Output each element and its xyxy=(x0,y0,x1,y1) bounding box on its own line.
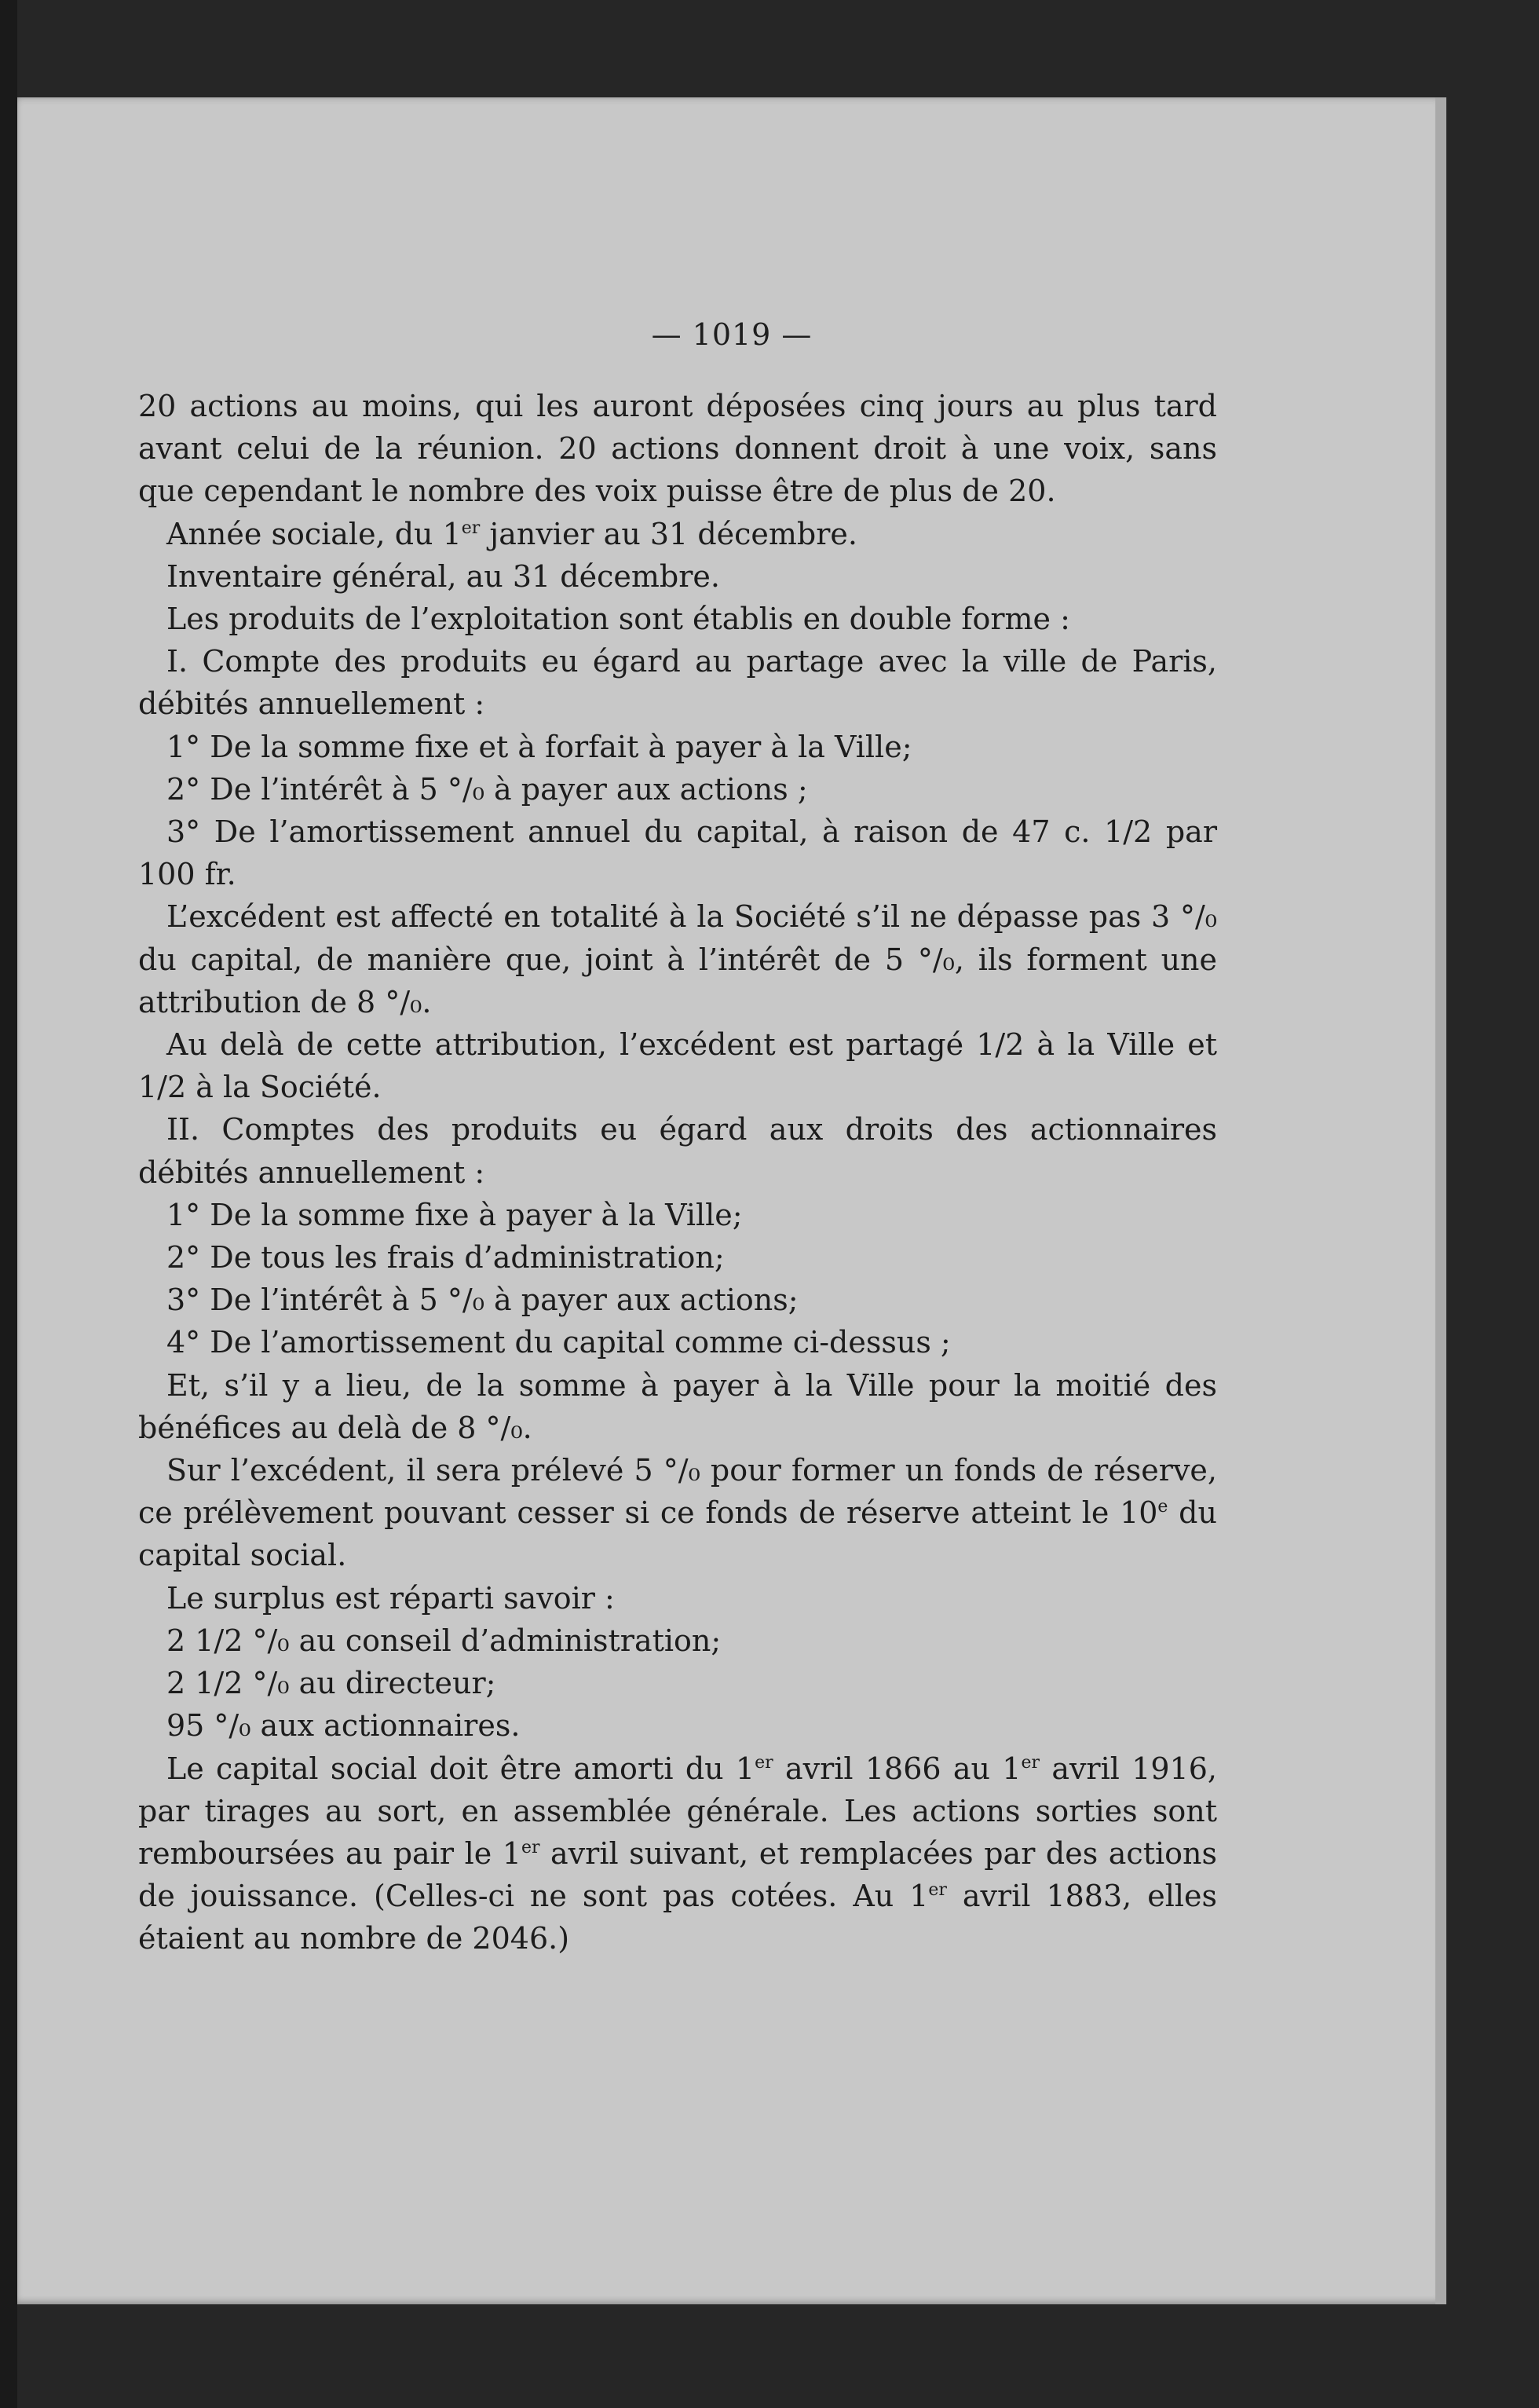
body-text xyxy=(138,385,1217,1960)
list-item: 3° De l’amortissement annuel du capital, à raison de 47 c. 1/2 par 100 fr. xyxy=(138,814,1217,892)
page-number: — 1019 — xyxy=(651,317,813,352)
list-item: 3° De l’intérêt à 5 °/₀ à payer aux actions; xyxy=(166,1283,799,1318)
page-edge xyxy=(1435,97,1446,2304)
list-item: 2° De tous les frais d’administration; xyxy=(166,1240,725,1275)
paragraph: Les produits de l’exploitation sont établis en double forme : xyxy=(166,602,1070,637)
list-item: 1° De la somme fixe et à forfait à payer à la Ville; xyxy=(166,729,912,764)
paragraph: Année sociale, du 1er janvier au 31 décembre. xyxy=(166,516,857,551)
list-item: 1° De la somme fixe à payer à la Ville; xyxy=(166,1197,743,1232)
paragraph: I. Compte des produits eu égard au partage avec la ville de Paris, débités annuellement : xyxy=(138,644,1217,722)
paragraph: Sur l’excédent, il sera prélevé 5 °/₀ pour former un fonds de réserve, ce prélèvement pouvant cesser si ce fonds de réserve atteint le 10e du capital social. xyxy=(138,1453,1217,1573)
paragraph: L’excédent est affecté en totalité à la Société s’il ne dépasse pas 3 °/₀ du capital, de manière que, joint à l’intérêt de 5 °/₀, ils forment une attribution de 8 °/₀. xyxy=(138,899,1217,1019)
paragraph: Inventaire général, au 31 décembre. xyxy=(166,558,720,594)
list-item: 95 °/₀ aux actionnaires. xyxy=(166,1708,521,1744)
paragraph: Et, s’il y a lieu, de la somme à payer à la Ville pour la moitié des bénéfices au delà de 8 °/₀. xyxy=(138,1367,1217,1445)
paragraph: II. Comptes des produits eu égard aux droits des actionnaires débités annuellement : xyxy=(138,1112,1217,1190)
list-item: 2 1/2 °/₀ au conseil d’administration; xyxy=(166,1623,722,1658)
paragraph: Le capital social doit être amorti du 1er avril 1866 au 1er avril 1916, par tirages au sort, en assemblée générale. Les actions sorties sont remboursées au pair le 1er avril suivant, et remplacées par des actions de jouissance. (Celles-ci ne sont pas cotées. Au 1er avril 1883, elles étaient au nombre de 2046.) xyxy=(138,1751,1217,1956)
paragraph: Au delà de cette attribution, l’excédent est partagé 1/2 à la Ville et 1/2 à la Société. xyxy=(138,1027,1217,1105)
scan-background-left xyxy=(0,0,17,2408)
paragraph: 20 actions au moins, qui les auront déposées cinq jours au plus tard avant celui de la réunion. 20 actions donnent droit à une voix, sans que cependant le nombre des voix puisse être de plus de 20. xyxy=(138,389,1217,509)
list-item: 4° De l’amortissement du capital comme ci-dessus ; xyxy=(166,1325,951,1360)
book-page xyxy=(17,97,1446,2304)
list-item: 2° De l’intérêt à 5 °/₀ à payer aux actions ; xyxy=(166,771,808,807)
list-item: 2 1/2 °/₀ au directeur; xyxy=(166,1666,496,1701)
paragraph: Le surplus est réparti savoir : xyxy=(166,1580,615,1616)
